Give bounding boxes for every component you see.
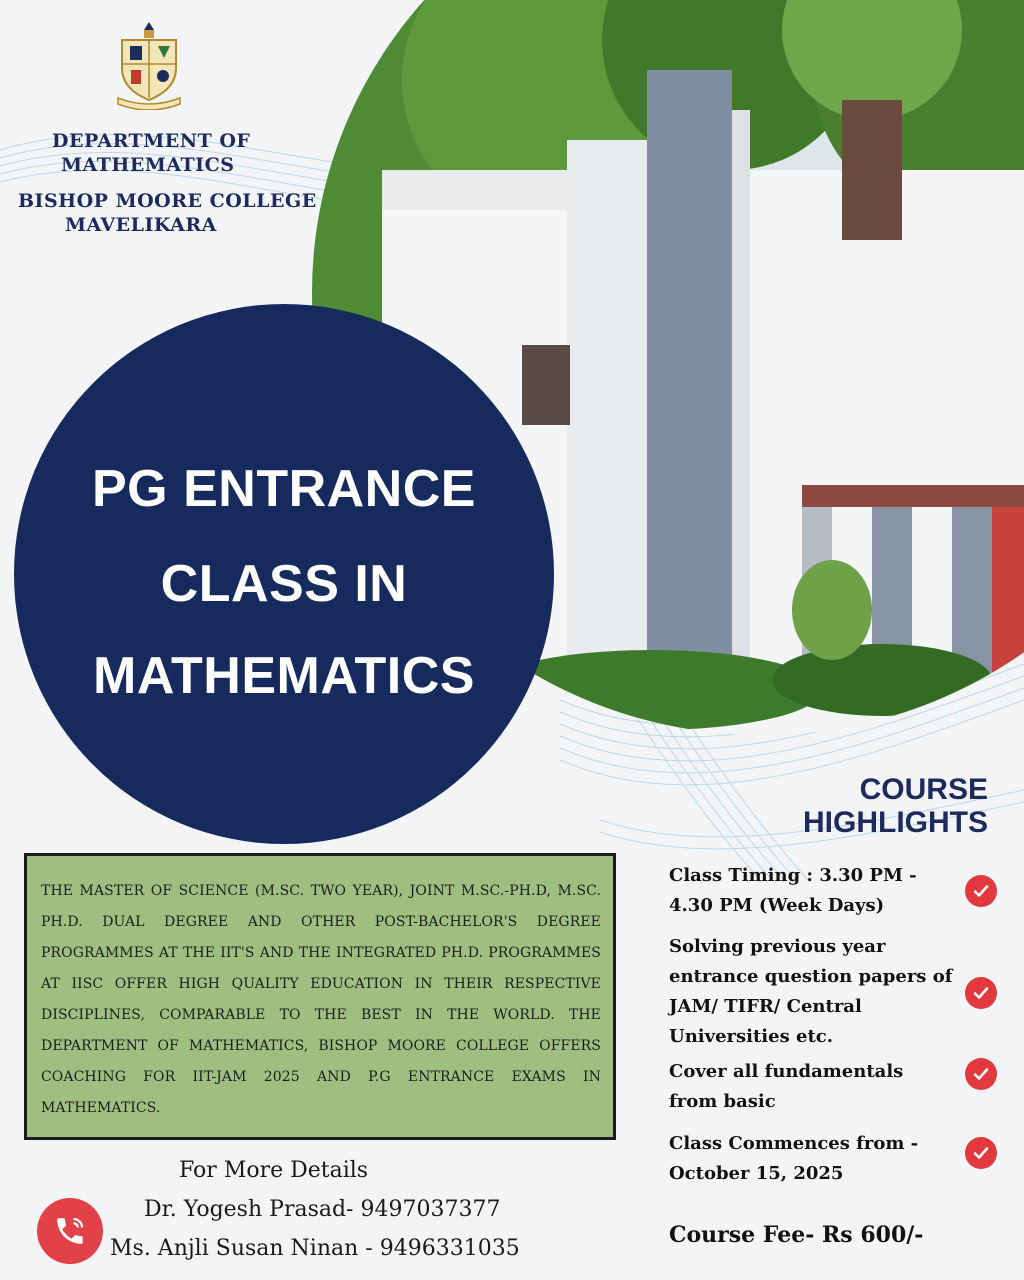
description-box (24, 853, 616, 1140)
title-line-3: MATHEMATICS (93, 647, 475, 705)
check-circle-icon (965, 1137, 997, 1169)
course-fee: Course Fee- Rs 600/- (669, 1222, 924, 1248)
check-circle-icon (965, 977, 997, 1009)
contact-person-2: Ms. Anjli Susan Ninan - 9496331035 (110, 1236, 520, 1261)
highlight-item-commencement: Class Commences from - October 15, 2025 (669, 1133, 919, 1184)
highlights-heading-line-2: HIGHLIGHTS (803, 806, 988, 839)
highlight-item-papers: Solving previous year entrance question papers of JAM/ TIFR/ Central Universities etc. (669, 936, 953, 1047)
check-circle-icon (965, 1058, 997, 1090)
department-line-1: DEPARTMENT OF (52, 130, 251, 152)
contact-heading: For More Details (179, 1158, 369, 1183)
department-line-2: MATHEMATICS (61, 154, 235, 176)
college-location: MAVELIKARA (65, 214, 217, 236)
description-text: THE MASTER OF SCIENCE (M.SC. TWO YEAR), JOINT M.SC.-PH.D, M.SC. PH.D. DUAL DEGREE AND OTHER POST-BACHELOR'S DEGREE PROGRAMMES AT THE IIT'S AND THE INTEGRATED PH.D. PROGRAMMES AT IISC OFFER HIGH QUALITY EDUCATION IN THEIR RESPECTIVE DISCIPLINES, COMPARABLE TO THE BEST IN THE WORLD. THE DEPARTMENT OF MATHEMATICS, BISHOP MOORE COLLEGE OFFERS COACHING FOR IIT-JAM 2025 AND P.G ENTRANCE EXAMS IN MATHEMATICS. (41, 883, 601, 1116)
college-name: BISHOP MOORE COLLEGE (18, 190, 317, 212)
highlight-item-timing: Class Timing : 3.30 PM - 4.30 PM (Week Days) (669, 865, 917, 916)
title-line-1: PG ENTRANCE (92, 460, 476, 518)
check-circle-icon (965, 875, 997, 907)
highlights-heading-line-1: COURSE (859, 773, 988, 806)
contact-person-1: Dr. Yogesh Prasad- 9497037377 (144, 1197, 501, 1222)
highlight-item-fundamentals: Cover all fundamentals from basic (669, 1061, 904, 1112)
title-line-2: CLASS IN (160, 555, 408, 613)
phone-icon (37, 1198, 103, 1264)
college-crest-logo (114, 20, 184, 110)
